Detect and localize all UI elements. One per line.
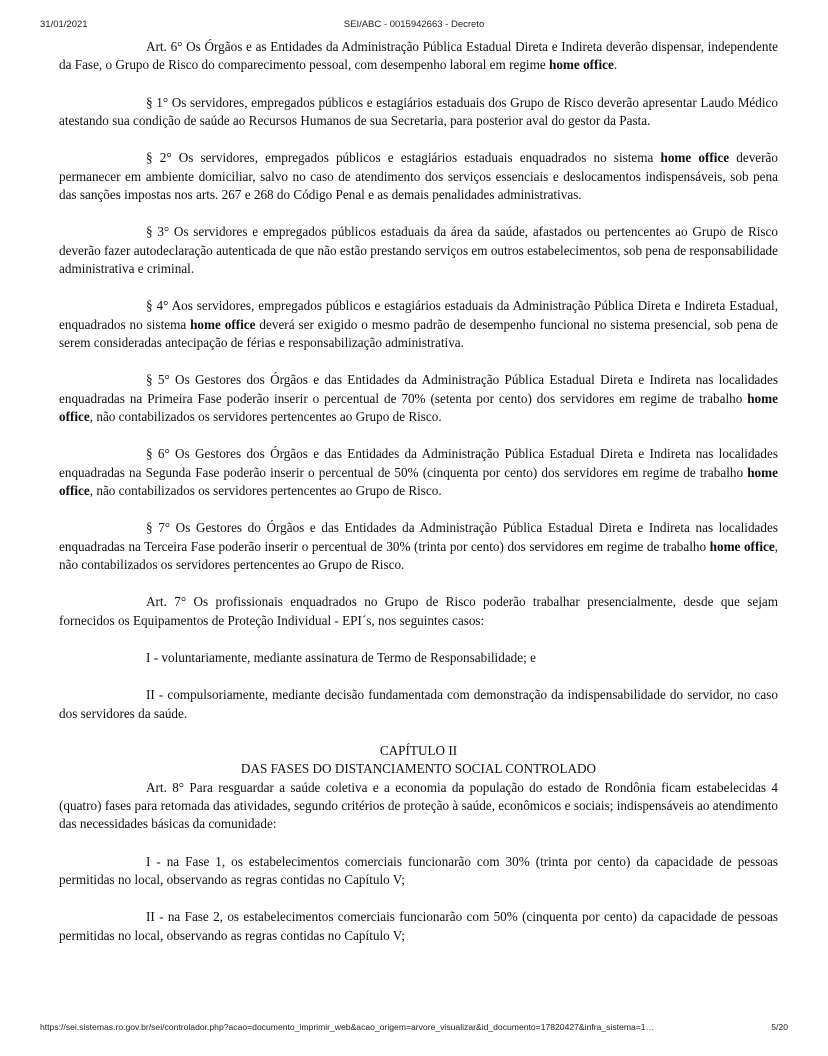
phase-2-item: II - na Fase 2, os estabelecimentos comerciais funcionarão com 50% (cinquenta por cento) da capacidade de pessoas permitidas no local, observando as regras contidas no Capítulo V; xyxy=(59,909,778,943)
article-6: Art. 6° Os Órgãos e as Entidades da Administração Pública Estadual Direta e Indireta deverão dispensar, independente da Fase, o Grupo de Risco do comparecimento pessoal, com desempenho laboral em regime home office. xyxy=(59,39,778,73)
bold-term: home office xyxy=(59,390,778,425)
bold-term: home office xyxy=(660,150,730,166)
paragraph-4: § 4° Aos servidores, empregados públicos e estagiários estaduais da Administração Pública Direta e Indireta Estadual, enquadrados no sistema home office deverá ser exigido o mesmo padrão de desempenho funcional no sistema presencial, sob pena de serem consideradas antecipação de férias e responsabilização administrativa. xyxy=(59,298,778,351)
paragraph-3: § 3° Os servidores e empregados públicos estaduais da área da saúde, afastados ou pertencentes ao Grupo de Risco deverão fazer autodeclaração autenticada de que não estão prestando serviços em outros estabelecimentos, sob pena de responsabilidade administrativa e criminal. xyxy=(59,224,778,277)
paragraph-2: § 2° Os servidores, empregados públicos e estagiários estaduais enquadrados no sistema home office deverão permanecer em ambiente domiciliar, salvo no caso de atendimento dos serviços essenciais e deslocamentos indispensáveis, sob pena das sanções impostas nos arts. 267 e 268 do Código Penal e as demais penalidades administrativas. xyxy=(59,150,778,203)
page-number: 5/20 xyxy=(771,1022,788,1032)
bold-term: home office xyxy=(59,464,778,499)
phase-1-item: I - na Fase 1, os estabelecimentos comerciais funcionarão com 30% (trinta por cento) da capacidade de pessoas permitidas no local, observando as regras contidas no Capítulo V; xyxy=(59,853,778,887)
print-footer xyxy=(40,1022,788,1036)
item-ii: II - compulsoriamente, mediante decisão fundamentada com demonstração da indispensabilidade do servidor, no caso dos servidores da saúde. xyxy=(59,687,778,721)
print-header xyxy=(40,19,788,35)
item-i: I - voluntariamente, mediante assinatura de Termo de Responsabilidade; e xyxy=(146,649,536,665)
bold-term: home office xyxy=(549,57,614,73)
paragraph-1: § 1° Os servidores, empregados públicos e estagiários estaduais dos Grupo de Risco deverão apresentar Laudo Médico atestando sua condição de saúde ao Recursos Humanos de sua Secretaria, para posterior aval do gestor da Pasta. xyxy=(59,94,778,129)
document-url: https://sei.sistemas.ro.gov.br/sei/controlador.php?acao=documento_imprimir_web&acao_origem=arvore_visualizar&id_documento=17820427&infra_sistema=1… xyxy=(40,1022,655,1032)
chapter-number: CAPÍTULO II xyxy=(379,742,458,758)
print-date: 31/01/2021 xyxy=(40,19,88,30)
paragraph-7: § 7° Os Gestores do Órgãos e das Entidades da Administração Pública Estadual Direta e Indireta nas localidades enquadradas na Terceira Fase poderão inserir o percentual de 30% (trinta por cento) dos servidores em regime de trabalho home office, não contabilizados os servidores pertencentes ao Grupo de Risco. xyxy=(59,520,778,573)
document-body xyxy=(59,38,778,964)
chapter-title: DAS FASES DO DISTANCIAMENTO SOCIAL CONTROLADO xyxy=(240,761,597,777)
article-7: Art. 7° Os profissionais enquadrados no Grupo de Risco poderão trabalhar presencialmente, desde que sejam fornecidos os Equipamentos de Proteção Individual - EPI´s, nos seguintes casos: xyxy=(59,594,778,628)
bold-term: home office xyxy=(190,316,256,332)
document-id: SEI/ABC - 0015942663 - Decreto xyxy=(343,19,485,30)
paragraph-6: § 6° Os Gestores dos Órgãos e das Entidades da Administração Pública Estadual Direta e Indireta nas localidades enquadradas na Segunda Fase poderão inserir o percentual de 50% (cinquenta por cento) dos servidores em regime de trabalho home office, não contabilizados os servidores pertencentes ao Grupo de Risco. xyxy=(59,446,778,499)
bold-term: home office xyxy=(709,538,775,554)
paragraph-5: § 5° Os Gestores dos Órgãos e das Entidades da Administração Pública Estadual Direta e Indireta nas localidades enquadradas na Primeira Fase poderão inserir o percentual de 70% (setenta por cento) dos servidores em regime de trabalho home office, não contabilizados os servidores pertencentes ao Grupo de Risco. xyxy=(59,372,778,425)
article-8: Art. 8° Para resguardar a saúde coletiva e a economia da população do estado de Rondônia ficam estabelecidas 4 (quatro) fases para retomada das atividades, segundo critérios de proteção à saúde, econômicos e sociais; indispensáveis ao atendimento das necessidades básicas da comunidade: xyxy=(59,779,778,832)
